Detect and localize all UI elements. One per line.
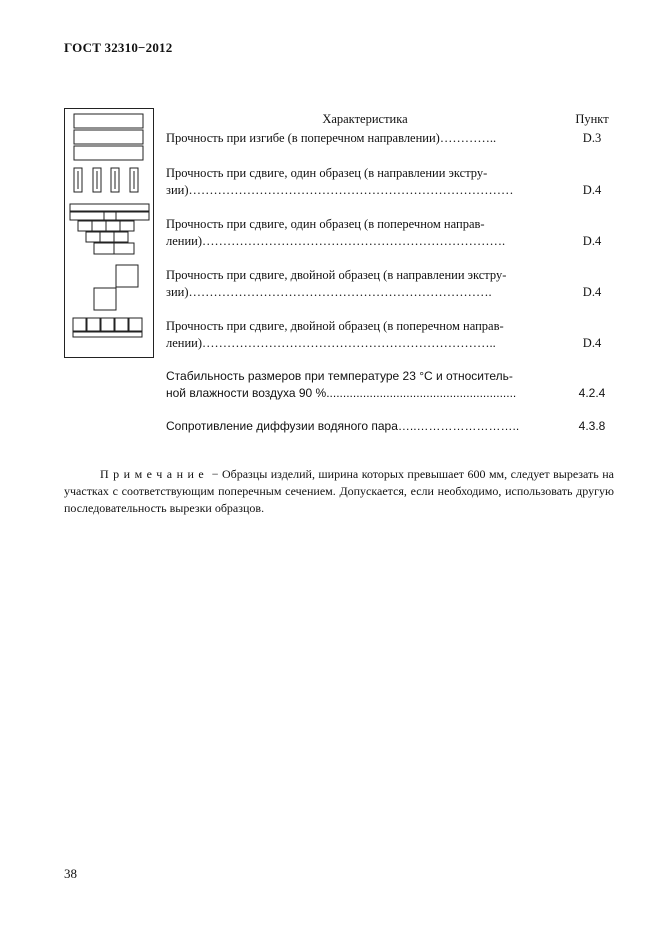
row-characteristic: Прочность при изгибе (в поперечном направлении)………….. [166, 131, 497, 145]
row-clause: D.4 [582, 234, 602, 248]
row-characteristic-line2: лении)………………………………………………………………. [166, 234, 506, 248]
specimen-block-5 [86, 232, 100, 242]
row-characteristic-line1: Прочность при сдвиге, один образец (в направлении экстру- [166, 166, 488, 180]
specimen-bending-2 [74, 130, 143, 144]
specimen-square-1 [116, 265, 138, 287]
specimen-block-4 [120, 221, 134, 231]
specimen-bending-1 [74, 114, 143, 128]
specimen-block-2 [92, 221, 106, 231]
row-characteristic-line1: Прочность при сдвиге, один образец (в поперечном направ- [166, 217, 485, 231]
vapour-specimen-4 [115, 318, 128, 331]
specimen-block-1 [78, 221, 92, 231]
page-number: 38 [64, 866, 77, 881]
specimen-cutting-diagram [64, 108, 154, 358]
row-characteristic-line1: Стабильность размеров при температуре 23 °С и относитель- [166, 369, 513, 383]
document-header: ГОСТ 32310−2012 [64, 40, 173, 55]
vapour-specimen-1 [73, 318, 86, 331]
row-characteristic-line2: ной влажности воздуха 90 %......................................................... [166, 386, 517, 400]
row-clause: 4.3.8 [578, 419, 606, 433]
note-text: − Образцы изделий, ширина которых превышает 600 мм, следует вырезать на участках с соответствующим поперечным сечением. Допускается, если необходимо, использовать другую последовательность вырезки образцов. [64, 467, 614, 515]
specimen-bending-3 [74, 146, 143, 160]
specimen-bottom-strip [73, 332, 142, 337]
specimen-block-9 [114, 243, 134, 254]
column-header-characteristic: Характеристика [322, 112, 408, 126]
vapour-specimen-5 [129, 318, 142, 331]
row-clause: D.3 [582, 131, 602, 145]
row-clause: D.4 [582, 285, 602, 299]
note-paragraph [64, 466, 614, 517]
row-clause: D.4 [582, 336, 602, 350]
row-characteristic-line1: Прочность при сдвиге, двойной образец (в поперечном направ- [166, 319, 504, 333]
row-clause: 4.2.4 [578, 386, 606, 400]
row-characteristic-line2: зии)…………………………………………………………………… [166, 183, 514, 197]
specimen-row-a [70, 204, 149, 211]
row-characteristic-line2: лении)…………………………………………………………….. [166, 336, 496, 350]
row-clause: D.4 [582, 183, 602, 197]
specimen-row-b-2 [104, 212, 116, 220]
column-header-clause: Пункт [575, 112, 609, 126]
vapour-specimen-2 [87, 318, 100, 331]
row-characteristic-line1: Прочность при сдвиге, двойной образец (в направлении экстру- [166, 268, 507, 282]
vapour-specimen-3 [101, 318, 114, 331]
specimen-block-8 [94, 243, 114, 254]
specimen-square-2 [94, 288, 116, 310]
specimen-row-b-3 [116, 212, 149, 220]
specimen-block-6 [100, 232, 114, 242]
specimen-block-3 [106, 221, 120, 231]
specimen-block-7 [114, 232, 128, 242]
note-label: Примечание [100, 467, 209, 481]
row-characteristic-line2: зии)………………………………………………………………. [166, 285, 492, 299]
row-characteristic: Сопротивление диффузии водяного пара…..…………………….. [166, 419, 520, 433]
specimen-row-b-1 [70, 212, 104, 220]
